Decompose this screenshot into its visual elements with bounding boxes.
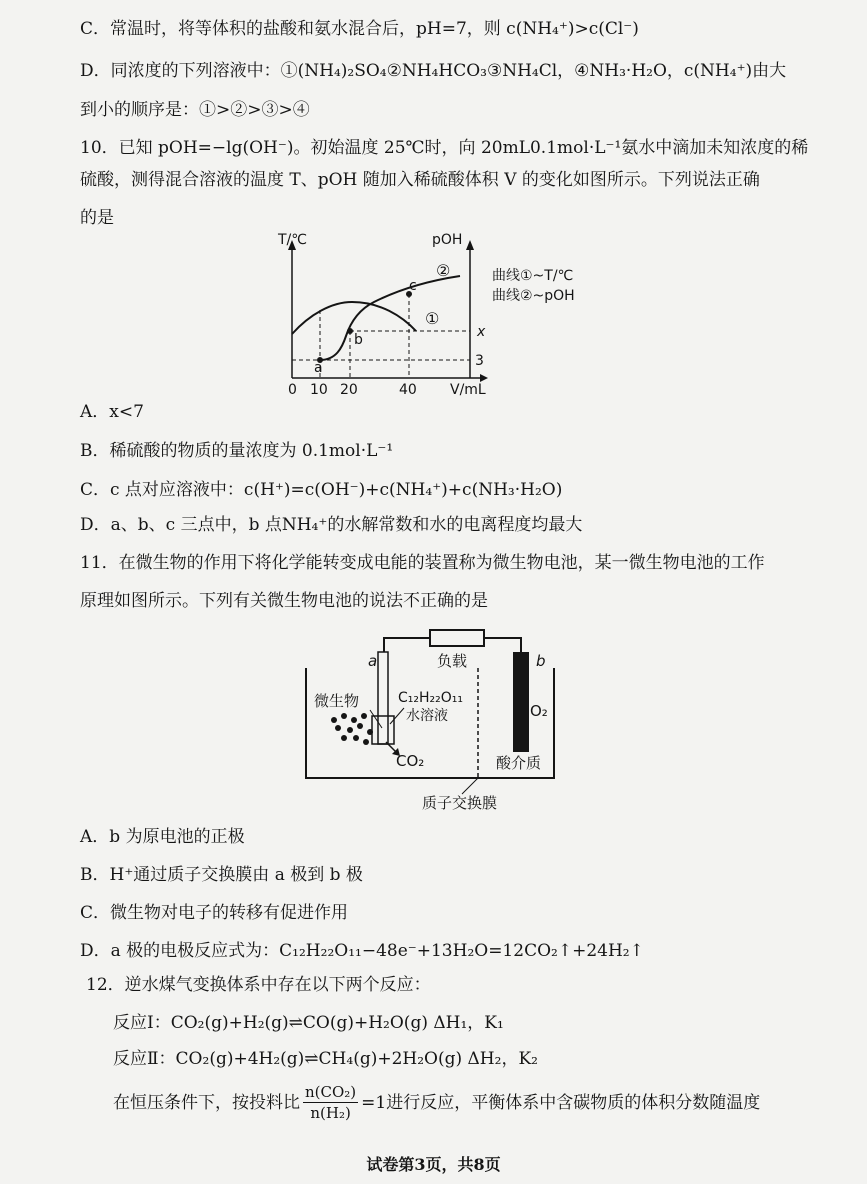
electrode-b — [513, 652, 529, 752]
reaction-1: 反应Ⅰ：CO₂(g)+H₂(g)⇌CO(g)+H₂O(g) ΔH₁，K₁ — [113, 1013, 504, 1033]
svg-text:质子交换膜: 质子交换膜 — [422, 794, 498, 812]
svg-text:a: a — [314, 360, 323, 376]
option-11d: D．a 极的电极反应式为：C₁₂H₂₂O₁₁−48e⁻+13H₂O=12CO₂↑+24H₂↑ — [80, 941, 644, 961]
svg-text:pOH: pOH — [432, 232, 463, 248]
option-11b: B．H⁺通过质子交换膜由 a 极到 b 极 — [80, 865, 363, 885]
svg-text:曲线②~pOH: 曲线②~pOH — [492, 288, 575, 304]
load-resistor — [430, 630, 484, 646]
svg-text:3: 3 — [475, 353, 484, 369]
fraction-numerator: n(CO₂) — [305, 1083, 357, 1101]
question-11-line1: 11．在微生物的作用下将化学能转变成电能的装置称为微生物电池，某一微生物电池的工作 — [80, 553, 765, 573]
svg-text:b: b — [536, 652, 546, 670]
svg-text:a: a — [368, 652, 378, 670]
question-11-line2: 原理如图所示。下列有关微生物电池的说法不正确的是 — [80, 591, 488, 611]
svg-text:x: x — [477, 324, 486, 340]
option-10a: A．x<7 — [80, 402, 144, 422]
question-10-line2: 硫酸，测得混合溶液的温度 T、pOH 随加入稀硫酸体积 V 的变化如图所示。下列说法正确 — [80, 170, 760, 190]
svg-text:40: 40 — [399, 382, 417, 397]
option-9c: C．常温时，将等体积的盐酸和氨水混合后，pH=7，则 c(NH₄⁺)>c(Cl⁻) — [80, 19, 639, 39]
option-11c: C．微生物对电子的转移有促进作用 — [80, 903, 349, 923]
reaction-2: 反应Ⅱ：CO₂(g)+4H₂(g)⇌CH₄(g)+2H₂O(g) ΔH₂，K₂ — [113, 1049, 538, 1069]
fraction-denominator: n(H₂) — [310, 1104, 351, 1122]
feed-ratio-suffix: =1进行反应，平衡体系中含碳物质的体积分数随温度 — [361, 1092, 761, 1113]
option-11a: A．b 为原电池的正极 — [80, 827, 245, 847]
feed-ratio-fraction — [303, 1082, 358, 1123]
option-10b: B．稀硫酸的物质的量浓度为 0.1mol·L⁻¹ — [80, 441, 394, 461]
option-9d-line2: 到小的顺序是：①>②>③>④ — [80, 100, 310, 120]
svg-text:b: b — [354, 332, 363, 348]
svg-text:微生物: 微生物 — [314, 692, 360, 710]
svg-text:CO₂: CO₂ — [396, 752, 425, 770]
question-10-line1: 10．已知 pOH=−lg(OH⁻)。初始温度 25℃时，向 20mL0.1mol·L⁻¹氨水中滴加未知浓度的稀 — [80, 138, 809, 158]
option-10d: D．a、b、c 三点中，b 点NH₄⁺的水解常数和水的电离程度均最大 — [80, 515, 583, 535]
svg-text:曲线①~T/℃: 曲线①~T/℃ — [492, 268, 574, 284]
svg-text:②: ② — [436, 261, 451, 280]
svg-text:①: ① — [425, 309, 440, 328]
feed-ratio-prefix: 在恒压条件下，按投料比 — [113, 1092, 300, 1113]
svg-text:V/mL: V/mL — [450, 382, 486, 397]
svg-text:负载: 负载 — [437, 652, 468, 670]
question-12-line3 — [113, 1082, 760, 1123]
svg-text:10: 10 — [310, 382, 328, 397]
svg-text:C₁₂H₂₂O₁₁: C₁₂H₂₂O₁₁ — [398, 690, 463, 706]
page-footer: 试卷第3页，共8页 — [366, 1155, 501, 1174]
question-12-line1: 12．逆水煤气变换体系中存在以下两个反应： — [86, 975, 431, 995]
svg-text:20: 20 — [340, 382, 358, 397]
svg-text:酸介质: 酸介质 — [496, 754, 542, 772]
svg-text:0: 0 — [288, 382, 297, 397]
svg-text:c: c — [409, 278, 417, 294]
option-10c: C．c 点对应溶液中：c(H⁺)=c(OH⁻)+c(NH₄⁺)+c(NH₃·H₂O) — [80, 480, 563, 500]
titration-graph — [270, 232, 610, 397]
microbial-cell-diagram — [300, 624, 570, 814]
electrode-a — [378, 652, 388, 744]
question-10-line3: 的是 — [80, 208, 114, 228]
svg-text:T/℃: T/℃ — [278, 232, 307, 248]
svg-text:O₂: O₂ — [530, 702, 548, 720]
svg-text:水溶液: 水溶液 — [406, 708, 448, 724]
option-9d-line1: D．同浓度的下列溶液中：①(NH₄)₂SO₄②NH₄HCO₃③NH₄Cl，④NH₃·H₂O，c(NH₄⁺)由大 — [80, 61, 787, 81]
microbe-dots — [331, 713, 373, 745]
